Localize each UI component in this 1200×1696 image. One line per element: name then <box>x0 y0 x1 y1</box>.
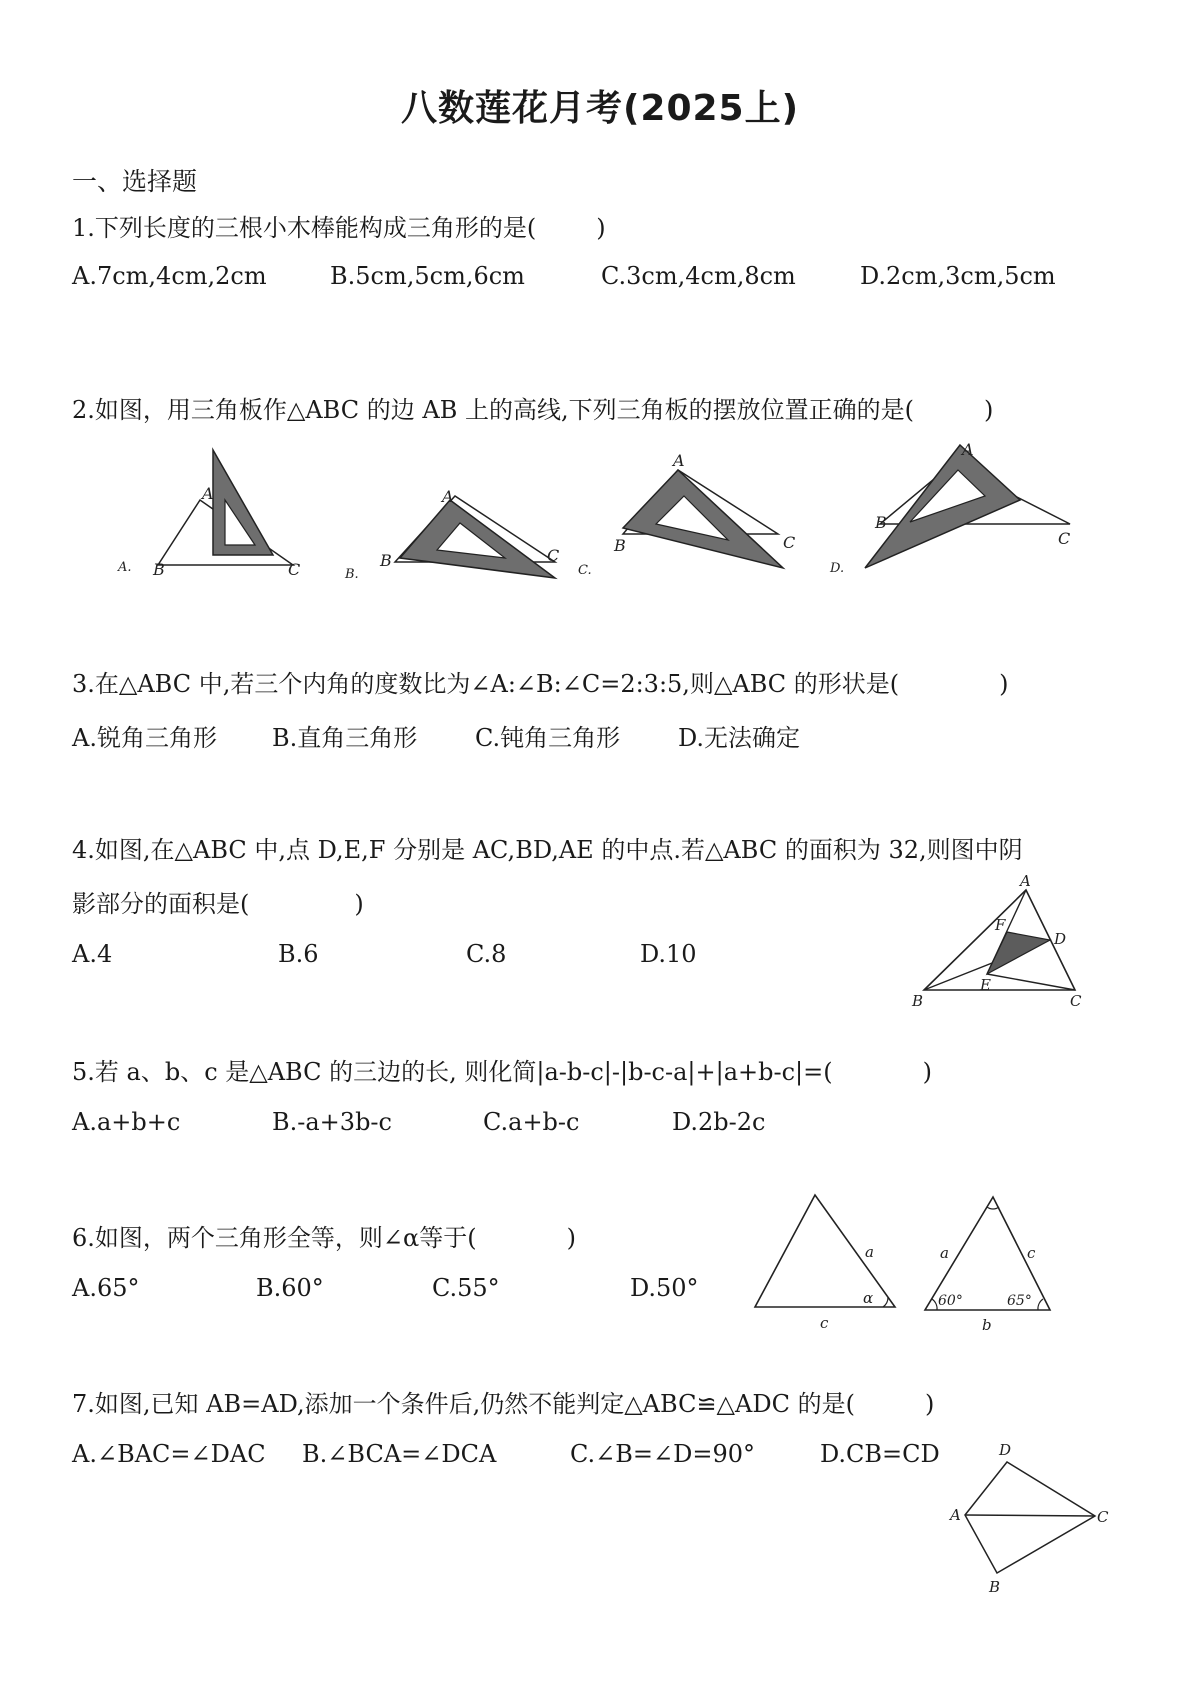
q4-label-E: E <box>980 976 991 994</box>
q3-option-d: D.无法确定 <box>678 724 801 752</box>
question-6-stem <box>72 1218 576 1253</box>
question-2-close-paren: ) <box>983 396 994 424</box>
q6-figure <box>745 1185 1065 1335</box>
q2-fig-d-label-C: C <box>1058 529 1071 548</box>
q2-fig-b-option-label: B. <box>345 567 359 582</box>
section-heading: 一、选择题 <box>72 167 198 196</box>
q6-fig2-label-c: c <box>1027 1244 1036 1262</box>
question-7-stem <box>72 1384 934 1419</box>
q2-figure-d <box>830 440 1080 590</box>
q7-option-d: D.CB=CD <box>820 1440 940 1468</box>
q2-fig-c-label-B: B <box>614 536 626 555</box>
question-5-text: 5.若 a、b、c 是△ABC 的三边的长, 则化简|a-b-c|-|b-c-a|+|a+b-c|=( <box>72 1058 833 1086</box>
question-4-stem-line-1: 4.如图,在△ABC 中,点 D,E,F 分别是 AC,BD,AE 的中点.若△ABC 的面积为 32,则图中阴 <box>72 836 1023 864</box>
q4-label-F: F <box>995 916 1006 934</box>
question-7-text: 7.如图,已知 AB=AD,添加一个条件后,仍然不能判定△ABC≌△ADC 的是( <box>72 1390 855 1418</box>
q1-option-d: D.2cm,3cm,5cm <box>860 262 1056 290</box>
q6-fig1-label-alpha: α <box>863 1289 874 1307</box>
q7-label-B: B <box>989 1578 1001 1596</box>
q2-fig-a-option-label: A. <box>118 560 132 575</box>
q5-option-b: B.-a+3b-c <box>272 1108 392 1136</box>
q2-fig-c-label-C: C <box>783 533 796 552</box>
q6-fig2-label-b: b <box>982 1316 992 1334</box>
q6-fig2-label-a: a <box>940 1244 949 1262</box>
q4-option-c: C.8 <box>466 940 507 968</box>
q7-option-c: C.∠B=∠D=90° <box>570 1440 755 1468</box>
q2-fig-d-label-B: B <box>875 513 887 532</box>
q7-option-b: B.∠BCA=∠DCA <box>302 1440 497 1468</box>
q5-option-c: C.a+b-c <box>483 1108 580 1136</box>
q6-fig2-angle-60: 60° <box>938 1293 963 1309</box>
q6-option-d: D.50° <box>630 1274 699 1302</box>
q7-label-A: A <box>950 1506 961 1524</box>
question-7-close-paren: ) <box>924 1390 935 1418</box>
q3-option-c: C.钝角三角形 <box>475 724 621 752</box>
q4-label-A: A <box>1020 872 1031 890</box>
q2-figure-a <box>118 445 308 585</box>
q2-fig-a-label-A: A <box>202 484 214 503</box>
q6-fig2-angle-65: 65° <box>1007 1293 1032 1309</box>
q2-figure-c <box>578 448 808 588</box>
q2-fig-c-label-A: A <box>673 451 685 470</box>
q3-option-a: A.锐角三角形 <box>72 724 217 752</box>
question-4-text: 影部分的面积是( <box>72 890 250 918</box>
q7-label-C: C <box>1097 1508 1109 1526</box>
q5-option-a: A.a+b+c <box>72 1108 181 1136</box>
q1-option-c: C.3cm,4cm,8cm <box>601 262 796 290</box>
q4-option-b: B.6 <box>278 940 319 968</box>
question-3-text: 3.在△ABC 中,若三个内角的度数比为∠A:∠B:∠C=2:3:5,则△ABC 的形状是( <box>72 670 900 698</box>
question-1-text: 1.下列长度的三根小木棒能构成三角形的是( <box>72 214 537 242</box>
q6-option-a: A.65° <box>72 1274 140 1302</box>
q5-option-d: D.2b-2c <box>672 1108 766 1136</box>
q4-option-a: A.4 <box>72 940 113 968</box>
question-1-stem <box>72 208 606 243</box>
q6-fig1-label-c: c <box>820 1314 829 1332</box>
question-2-text: 2.如图，用三角板作△ABC 的边 AB 上的高线,下列三角板的摆放位置正确的是( <box>72 396 914 424</box>
q3-option-b: B.直角三角形 <box>272 724 418 752</box>
q2-fig-a-label-B: B <box>153 560 165 579</box>
q2-fig-d-label-A: A <box>962 440 974 459</box>
q2-fig-b-label-C: C <box>547 546 560 565</box>
q4-option-d: D.10 <box>640 940 697 968</box>
page-title: 八数莲花月考(2025上) <box>400 88 800 129</box>
question-4-close-paren: ) <box>354 890 364 918</box>
q2-figure-b <box>345 478 575 588</box>
q4-figure <box>910 872 1100 1012</box>
q2-fig-d-option-label: D. <box>830 561 845 576</box>
q6-option-b: B.60° <box>256 1274 324 1302</box>
q2-fig-c-option-label: C. <box>578 563 592 578</box>
q1-option-a: A.7cm,4cm,2cm <box>72 262 267 290</box>
question-6-text: 6.如图，两个三角形全等，则∠α等于( <box>72 1224 477 1252</box>
question-4-stem-line-2 <box>72 884 364 919</box>
q4-label-D: D <box>1054 930 1067 948</box>
question-3-stem <box>72 664 1009 699</box>
q2-fig-b-label-A: A <box>442 487 454 506</box>
q2-fig-b-label-B: B <box>380 551 392 570</box>
question-3-close-paren: ) <box>999 670 1009 698</box>
question-2-stem <box>72 390 993 425</box>
question-1-close-paren: ) <box>596 214 606 242</box>
q7-option-a: A.∠BAC=∠DAC <box>72 1440 266 1468</box>
question-6-close-paren: ) <box>566 1224 576 1252</box>
question-5-stem <box>72 1052 932 1087</box>
question-5-close-paren: ) <box>922 1058 932 1086</box>
q4-label-C: C <box>1070 992 1082 1010</box>
q6-fig1-label-a: a <box>865 1243 874 1261</box>
q7-figure <box>935 1440 1120 1600</box>
q6-option-c: C.55° <box>432 1274 500 1302</box>
q4-label-B: B <box>912 992 924 1010</box>
q7-label-D: D <box>999 1441 1012 1459</box>
q1-option-b: B.5cm,5cm,6cm <box>330 262 525 290</box>
q2-fig-a-label-C: C <box>288 560 301 579</box>
